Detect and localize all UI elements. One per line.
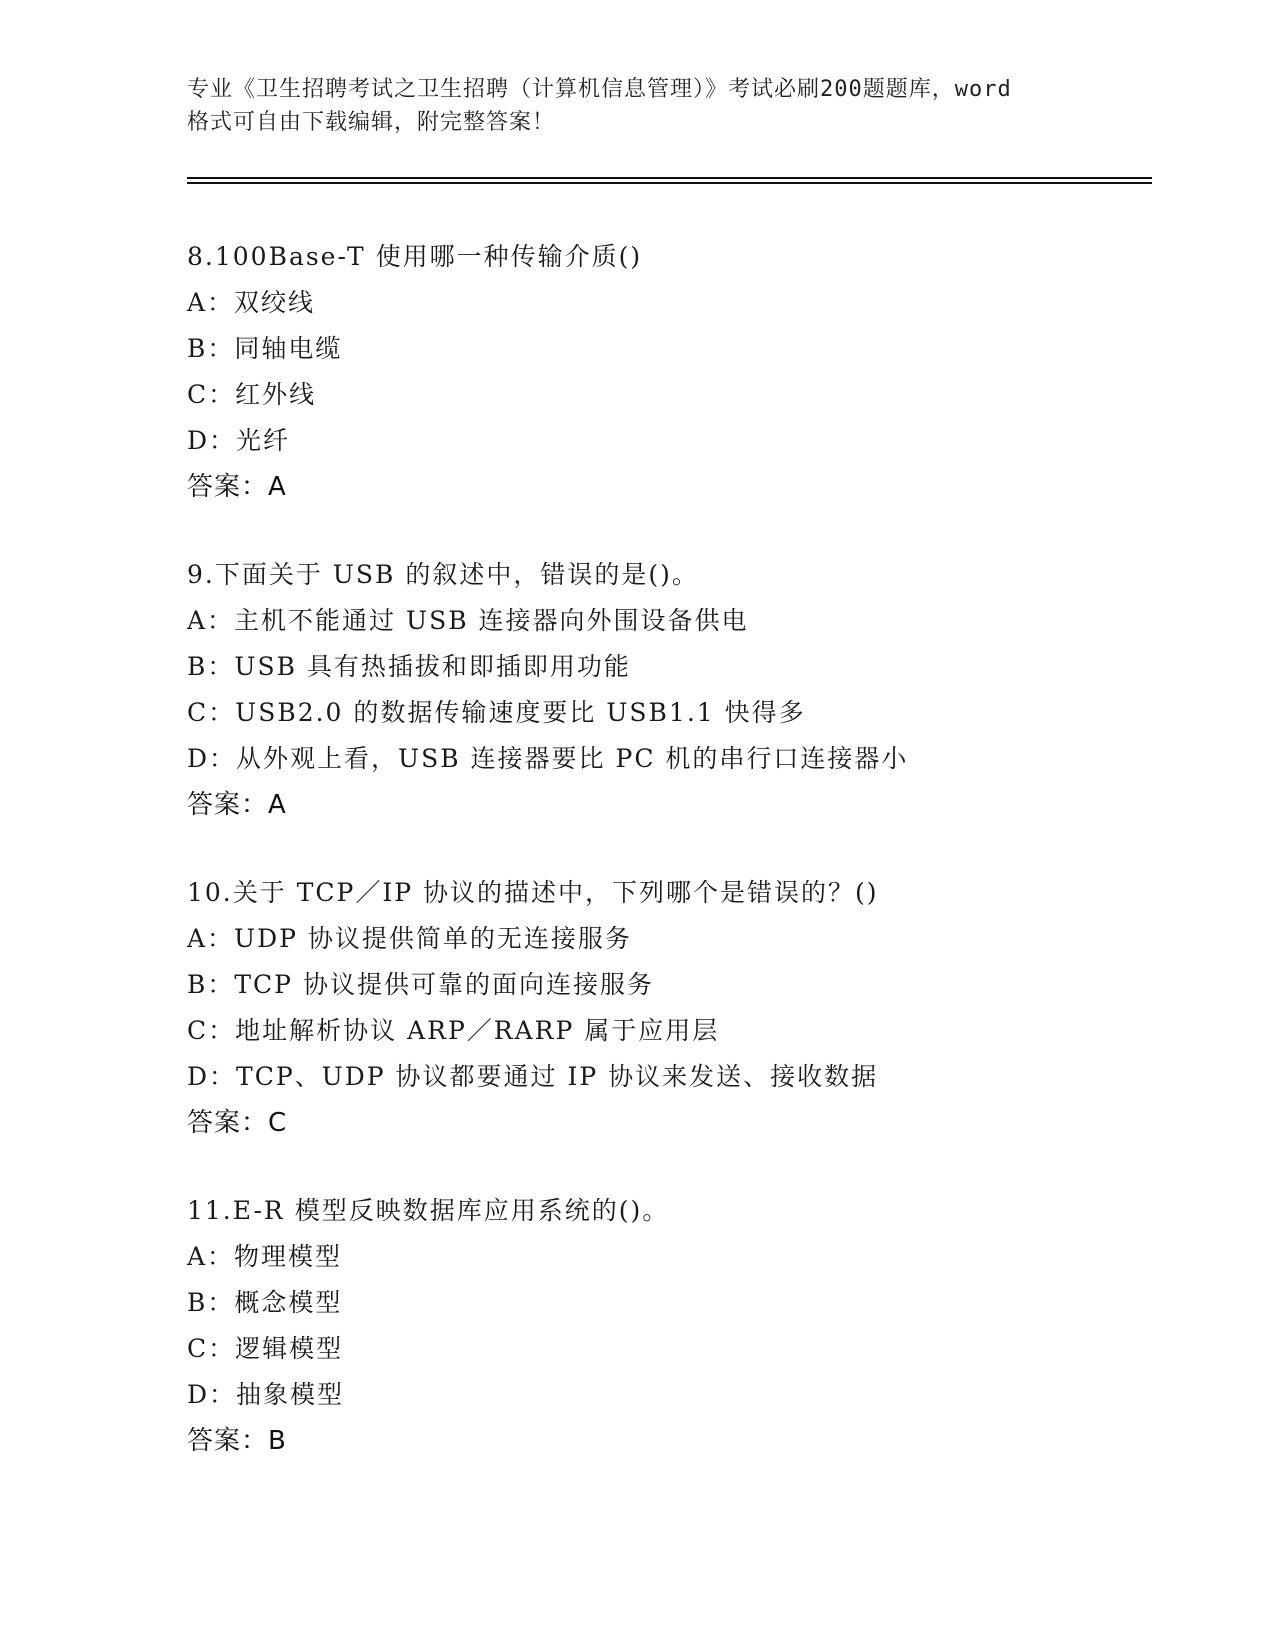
option-c: C：USB2.0 的数据传输速度要比 USB1.1 快得多	[187, 698, 806, 727]
option-b: B：同轴电缆	[187, 334, 343, 363]
option-a: A：主机不能通过 USB 连接器向外围设备供电	[187, 606, 749, 635]
option-b: B：TCP 协议提供可靠的面向连接服务	[187, 970, 654, 999]
answer-line: 答案：C	[187, 1108, 288, 1138]
header-line-1: 专业《卫生招聘考试之卫生招聘（计算机信息管理）》考试必刷200题题库，word	[187, 77, 1012, 102]
answer-line: 答案：B	[187, 1426, 287, 1456]
question-stem: 11.E-R 模型反映数据库应用系统的()。	[187, 1196, 670, 1225]
answer-line: 答案：A	[187, 790, 287, 820]
question-block	[187, 870, 1152, 1146]
header-divider-bottom	[187, 182, 1152, 184]
option-d: D：TCP、UDP 协议都要通过 IP 协议来发送、接收数据	[187, 1062, 879, 1091]
question-block	[187, 552, 1152, 828]
option-c: C：红外线	[187, 380, 317, 409]
option-c: C：地址解析协议 ARP／RARP 属于应用层	[187, 1016, 720, 1045]
answer-line: 答案：A	[187, 472, 287, 502]
header-line-2: 格式可自由下载编辑，附完整答案！	[187, 110, 556, 135]
document-header	[187, 73, 1087, 139]
header-divider-top	[187, 177, 1152, 179]
option-c: C：逻辑模型	[187, 1334, 344, 1363]
option-b: B：概念模型	[187, 1288, 343, 1317]
option-a: A：双绞线	[187, 288, 316, 317]
option-d: D：从外观上看，USB 连接器要比 PC 机的串行口连接器小	[187, 744, 909, 773]
question-stem: 10.关于 TCP／IP 协议的描述中，下列哪个是错误的？()	[187, 878, 879, 907]
question-block	[187, 1188, 1152, 1464]
option-d: D：光纤	[187, 426, 291, 455]
question-stem: 8.100Base-T 使用哪一种传输介质()	[187, 242, 643, 271]
question-block	[187, 234, 1152, 510]
option-b: B：USB 具有热插拔和即插即用功能	[187, 652, 631, 681]
question-stem: 9.下面关于 USB 的叙述中，错误的是()。	[187, 560, 699, 589]
option-a: A：UDP 协议提供简单的无连接服务	[187, 924, 632, 953]
option-d: D：抽象模型	[187, 1380, 345, 1409]
option-a: A：物理模型	[187, 1242, 343, 1271]
